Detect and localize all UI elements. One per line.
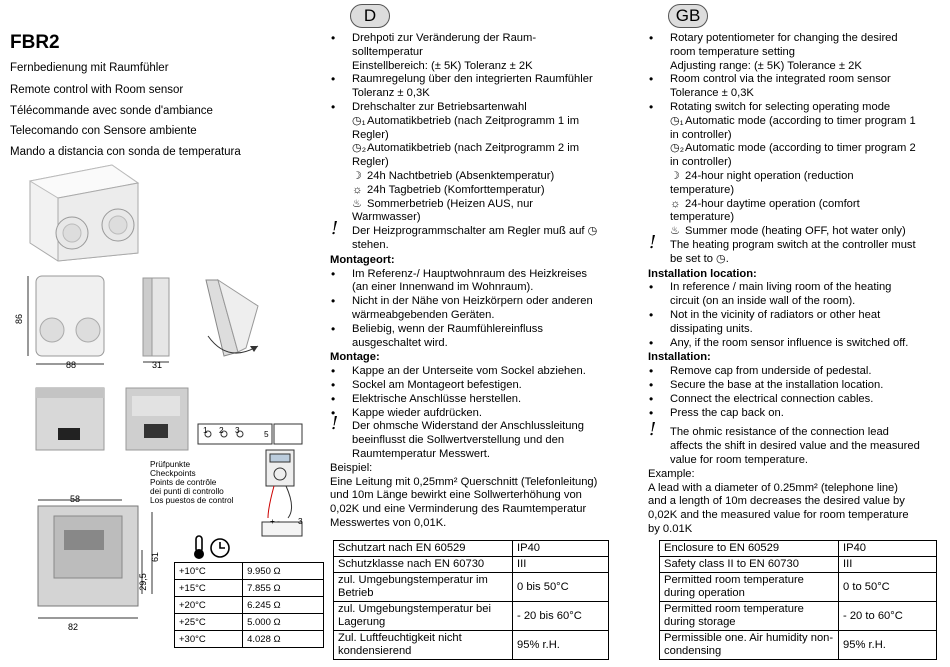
spec-label: zul. Umgebungstemperatur im Betrieb: [334, 573, 513, 602]
gb-text: 24-hour daytime operation (comfort: [685, 197, 860, 210]
de-warning-2: [330, 420, 630, 461]
gb-text: temperature): [670, 183, 735, 196]
de-text: Regler): [352, 156, 389, 169]
table-row: [175, 597, 324, 614]
gb-text: Automatic mode (according to timer program 1: [685, 114, 916, 127]
subtitle-de: Fernbedienung mit Raumfühler: [10, 62, 169, 74]
de-spec-table: [333, 540, 609, 660]
table-row: [334, 541, 609, 557]
spec-value: 95% r.H.: [839, 631, 937, 660]
de-text: Eine Leitung mit 0,25mm² Querschnitt (Telefonleitung): [330, 475, 598, 488]
gb-text: Room control via the integrated room sensor: [670, 73, 891, 86]
gb-text: The ohmic resistance of the connection lead: [670, 426, 889, 439]
gb-text: circuit (on an inside wall of the room).: [670, 295, 856, 308]
de-text: Der Heizprogrammschalter am Regler muß auf: [352, 225, 585, 238]
de-text: Sockel am Montageort befestigen.: [352, 378, 522, 391]
de-text: 24h Tagbetrieb (Komforttemperatur): [367, 183, 545, 196]
gb-text: by 0.01K: [648, 522, 693, 535]
gb-text: Adjusting range: (± 5K) Tolerance ± 2K: [670, 59, 862, 72]
spec-label: Zul. Luftfeuchtigkeit nicht kondensierend: [334, 631, 513, 660]
gb-spec-table: [659, 540, 937, 660]
spec-value: III: [513, 557, 609, 573]
gb-text: value for room temperature.: [670, 453, 809, 466]
gb-text: in controller): [670, 156, 732, 169]
base-photo-2: [122, 382, 192, 457]
gb-text: Secure the base at the installation location.: [670, 378, 884, 391]
spec-value: IP40: [839, 541, 937, 557]
de-text: Beliebig, wenn der Raumfühlereinfluss: [352, 322, 543, 335]
de-text: Warmwasser): [352, 211, 421, 224]
de-text: ausgeschaltet wird.: [352, 336, 448, 349]
terminal-3: 3: [235, 425, 240, 435]
resistance-table: [174, 562, 324, 648]
dim-width-58: 58: [70, 494, 81, 504]
timer-2-icon: ◷₂: [670, 142, 685, 155]
dim-height-61: 61: [150, 551, 161, 563]
sun-icon: ☼: [352, 183, 363, 196]
timer-2-icon: ◷₂: [352, 142, 367, 155]
de-text: und 10m Länge bewirkt eine Sollwerterhöhung von: [330, 489, 582, 502]
gb-text: affects the shift in desired value and the measured: [670, 440, 920, 453]
checkpoints-label-it: dei punti di controllo: [150, 486, 224, 496]
table-row: [660, 541, 937, 557]
terminal-5: 5: [264, 429, 269, 439]
gb-example-text: [648, 482, 946, 537]
temp-cell: +25°C: [175, 614, 243, 631]
table-row: [334, 557, 609, 573]
ohm-cell: 5.000 Ω: [243, 614, 324, 631]
temp-cell: +10°C: [175, 563, 243, 580]
cap-opening-drawing: [198, 276, 278, 366]
de-example-text: [330, 476, 630, 531]
side-view-drawing: [135, 276, 180, 366]
gb-warning-2: [648, 426, 946, 467]
subtitle-fr: Télécommande avec sonde d'ambiance: [10, 105, 213, 117]
gb-warning-1: ! The heating program switch at the controller must be set to ◷.: [648, 239, 946, 267]
spec-value: - 20 to 60°C: [839, 602, 937, 631]
de-text: Einstellbereich: (± 5K) Toleranz ± 2K: [352, 59, 533, 72]
gb-section-location: Installation location:: [648, 267, 757, 280]
gb-text: be set to: [670, 252, 713, 265]
de-text: Raumtemperatur Messwert.: [352, 447, 491, 460]
ohm-cell: 7.855 Ω: [243, 580, 324, 597]
gb-text: A lead with a diameter of 0.25mm² (telephone line): [648, 481, 898, 494]
checkpoints-label-de: Prüfpunkte: [150, 459, 191, 469]
de-text: Nicht in der Nähe von Heizkörpern oder anderen: [352, 295, 593, 308]
spec-value: III: [839, 557, 937, 573]
checkpoints-label-fr: Points de contrôle: [150, 477, 217, 487]
spec-label: Permitted room temperature during operation: [660, 573, 839, 602]
gb-text: Rotating switch for selecting operating mode: [670, 100, 891, 113]
de-text: Messwertes von 0,01K.: [330, 516, 447, 529]
dim-depth-31: 31: [152, 360, 163, 370]
de-text: solltemperatur: [352, 45, 423, 58]
ohm-cell: 6.245 Ω: [243, 597, 324, 614]
dim-height-29-5: 29,5: [137, 573, 148, 591]
terminal-1: 1: [203, 425, 208, 435]
table-row: [660, 602, 937, 631]
table-row: [660, 573, 937, 602]
document-title: FBR2: [10, 32, 60, 53]
base-photo-1: [30, 382, 110, 457]
de-text: Drehpoti zur Veränderung der Raum-: [352, 32, 537, 44]
gb-text: Any, if the room sensor influence is switched off.: [670, 336, 909, 349]
spec-value: IP40: [513, 541, 609, 557]
gb-section-installation: Installation:: [648, 351, 711, 364]
de-section-location: Montageort:: [330, 253, 395, 266]
gb-text: temperature): [670, 211, 735, 224]
de-text: Elektrische Anschlüsse herstellen.: [352, 392, 522, 405]
gb-text: Press the cap back on.: [670, 406, 784, 419]
dim-width-88: 88: [66, 360, 77, 370]
subtitle-it: Telecomando con Sensore ambiente: [10, 125, 197, 137]
de-text: 24h Nachtbetrieb (Absenktemperatur): [367, 169, 555, 182]
tap-icon: ♨: [352, 197, 363, 210]
spec-label: Permitted room temperature during storage: [660, 602, 839, 631]
de-text: Kappe an der Unterseite vom Sockel abziehen.: [352, 365, 586, 378]
language-badge-gb: GB: [668, 4, 708, 28]
terminal-plus-minus: + -: [270, 516, 280, 526]
de-section-mounting: Montage:: [330, 351, 380, 364]
de-example-label: Beispiel:: [330, 461, 373, 474]
gb-text: Remove cap from underside of pedestal.: [670, 365, 872, 378]
spec-label: Schutzart nach EN 60529: [334, 541, 513, 557]
gb-text: 0,02K and the measured value for room temperature: [648, 509, 909, 522]
de-text: Toleranz ± 0,3K: [352, 87, 430, 100]
moon-icon: ☽: [352, 169, 363, 182]
temp-cell: +30°C: [175, 631, 243, 648]
gb-example-label: Example:: [648, 467, 695, 480]
gb-text: Connect the electrical connection cables.: [670, 392, 874, 405]
timer-1-icon: ◷₁: [670, 114, 684, 127]
de-warning-1: [330, 225, 630, 253]
spec-label: Schutzklasse nach EN 60730: [334, 557, 513, 573]
spec-value: 0 bis 50°C: [513, 573, 609, 602]
gb-text: room temperature setting: [670, 45, 795, 58]
gb-text: Automatic mode (according to timer program 2: [685, 142, 916, 155]
dim-width-82: 82: [68, 622, 79, 632]
thermometer-clock-icon: [190, 534, 234, 560]
timer-1-icon: ◷₁: [352, 114, 366, 127]
de-text: Regler): [352, 128, 389, 141]
table-row: [334, 631, 609, 660]
dim-height-86: 86: [14, 313, 25, 325]
subtitle-en: Remote control with Room sensor: [10, 84, 184, 96]
temp-cell: +15°C: [175, 580, 243, 597]
multimeter-diagram: [196, 418, 308, 538]
de-text: Sommerbetrieb (Heizen AUS, nur: [367, 197, 534, 210]
de-text: Drehschalter zur Betriebsartenwahl: [352, 100, 527, 113]
clock-icon: ◷: [716, 252, 726, 265]
clock-icon: ◷: [587, 225, 598, 238]
table-row: [175, 563, 324, 580]
de-text: wärmeabgebenden Geräten.: [352, 308, 495, 321]
gb-text: Not in the vicinity of radiators or other heat: [670, 308, 881, 321]
terminal-three: 3: [298, 516, 303, 526]
gb-text: 24-hour night operation (reduction: [685, 169, 854, 182]
spec-label: zul. Umgebungstemperatur bei Lagerung: [334, 602, 513, 631]
de-text: Raumregelung über den integrierten Raumfühler: [352, 73, 593, 86]
spec-value: - 20 bis 60°C: [513, 602, 609, 631]
front-view-drawing: [18, 272, 128, 372]
spec-label: Permissible one. Air humidity non-condensing: [660, 631, 839, 660]
temp-cell: +20°C: [175, 597, 243, 614]
terminal-2: 2: [219, 425, 224, 435]
ohm-cell: 9.950 Ω: [243, 563, 324, 580]
gb-text: In reference / main living room of the heating: [670, 281, 892, 294]
spec-label: Safety class II to EN 60730: [660, 557, 839, 573]
spec-label: Enclosure to EN 60529: [660, 541, 839, 557]
checkpoints-label-es: Los puestos de control: [150, 495, 234, 505]
de-text: beeinflusst die Sollwertverstellung und den: [352, 434, 565, 447]
table-row: [175, 614, 324, 631]
gb-column: [648, 32, 946, 537]
subtitle-es: Mando a distancia con sonda de temperatura: [10, 146, 241, 158]
table-row: [175, 580, 324, 597]
ohm-cell: 4.028 Ω: [243, 631, 324, 648]
sun-icon: ☼: [670, 197, 681, 210]
gb-text: Rotary potentiometer for changing the desired: [670, 32, 898, 44]
spec-value: 0 to 50°C: [839, 573, 937, 602]
de-column: [330, 32, 630, 531]
de-text: Kappe wieder aufdrücken.: [352, 406, 482, 419]
table-row: [660, 631, 937, 660]
moon-icon: ☽: [670, 169, 681, 182]
table-row: [334, 573, 609, 602]
de-text: 0,02K und eine Verminderung des Raumtemperatur: [330, 503, 587, 516]
de-text: Automatikbetrieb (nach Zeitprogramm 2 im: [367, 142, 580, 155]
gb-text: The heating program switch at the controller must: [670, 238, 916, 251]
tap-icon: ♨: [670, 225, 681, 238]
table-row: [334, 602, 609, 631]
de-text: Im Referenz-/ Hauptwohnraum des Heizkreises: [352, 267, 588, 280]
gb-text: Summer mode (heating OFF, hot water only): [685, 225, 906, 238]
de-text: (an einer Innenwand im Wohnraum).: [352, 281, 534, 294]
de-text: stehen.: [352, 238, 389, 251]
gb-text: in controller): [670, 128, 732, 141]
checkpoints-label-en: Checkpoints: [150, 468, 196, 478]
device-illustration: [20, 163, 145, 263]
gb-text: dissipating units.: [670, 322, 753, 335]
gb-text: and a length of 10m decreases the desired value by: [648, 495, 905, 508]
spec-value: 95% r.H.: [513, 631, 609, 660]
language-badge-de: D: [350, 4, 390, 28]
table-row: [660, 557, 937, 573]
de-text: Automatikbetrieb (nach Zeitprogramm 1 im: [367, 114, 580, 127]
gb-text: Tolerance ± 0,3K: [670, 87, 754, 100]
table-row: [175, 631, 324, 648]
de-text: Der ohmsche Widerstand der Anschlussleitung: [352, 420, 584, 433]
